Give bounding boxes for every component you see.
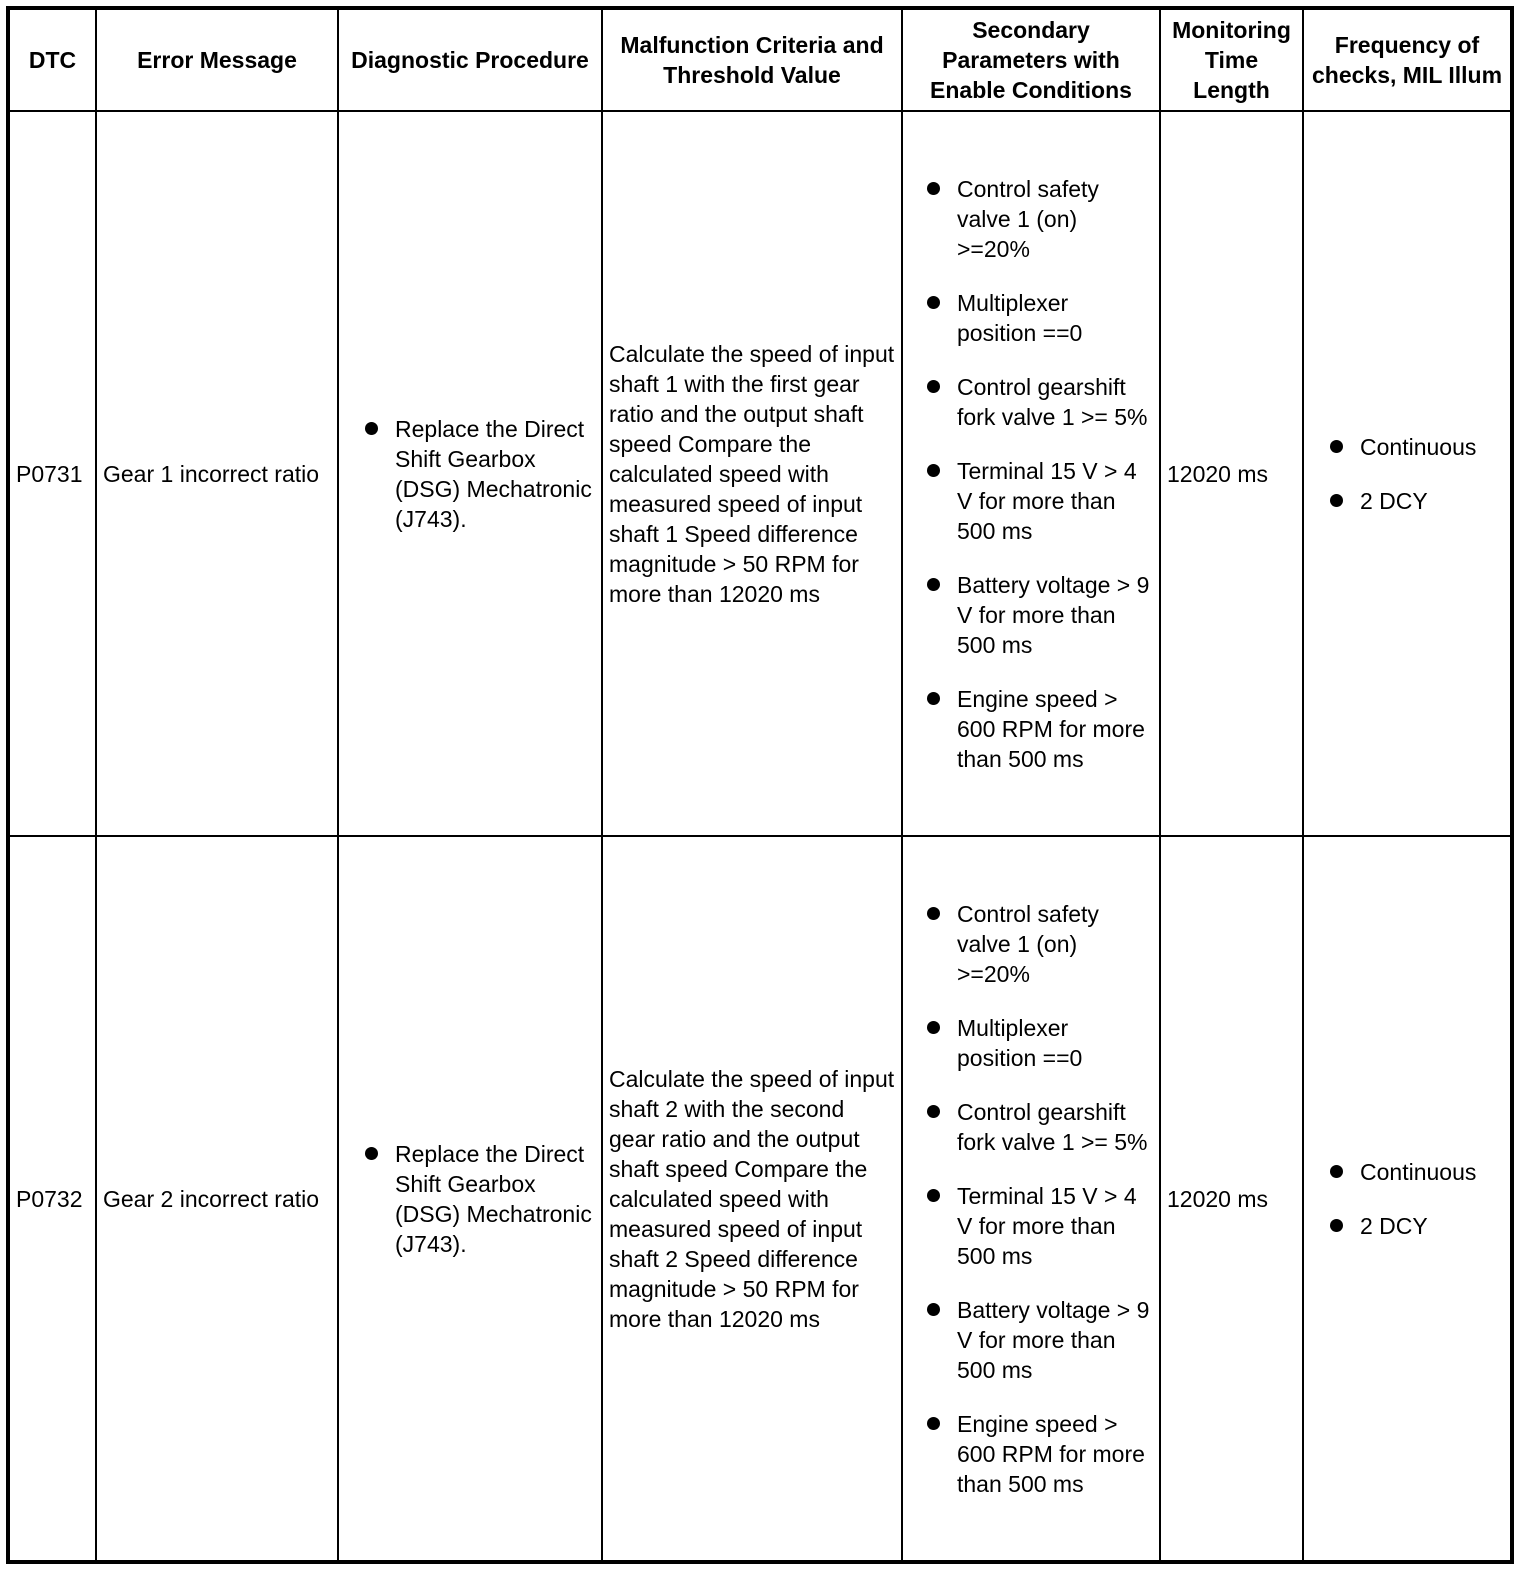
secondary-parameters-cell — [902, 111, 1160, 836]
list-item — [909, 570, 1153, 660]
list-item — [1310, 1157, 1504, 1187]
frequency-text: 2 DCY — [1360, 1212, 1428, 1239]
list-item — [909, 684, 1153, 774]
bullet-icon — [927, 1417, 940, 1430]
frequency-cell — [1303, 836, 1512, 1562]
list-item — [345, 1139, 595, 1259]
list-item — [1310, 432, 1504, 462]
list-item — [909, 456, 1153, 546]
procedure-text: Replace the Direct Shift Gearbox (DSG) Mechatronic (J743). — [395, 1140, 592, 1257]
bullet-icon — [927, 1189, 940, 1202]
frequency-text: Continuous — [1360, 433, 1477, 460]
diagnostic-procedure-cell — [338, 111, 602, 836]
frequency-text: Continuous — [1360, 1158, 1477, 1185]
parameter-text: Battery voltage > 9 V for more than 500 ms — [957, 1296, 1150, 1383]
bullet-icon — [1330, 1165, 1343, 1178]
parameter-text: Control safety valve 1 (on) >=20% — [957, 175, 1099, 262]
parameter-text: Control safety valve 1 (on) >=20% — [957, 900, 1099, 987]
header-malfunction-criteria: Malfunction Criteria and Threshold Value — [602, 8, 902, 111]
header-dtc: DTC — [8, 8, 96, 111]
parameter-text: Multiplexer position ==0 — [957, 1014, 1083, 1071]
bullet-icon — [927, 907, 940, 920]
parameter-text: Control gearshift fork valve 1 >= 5% — [957, 1098, 1148, 1155]
list-item — [909, 1295, 1153, 1385]
bullet-icon — [927, 1303, 940, 1316]
list-item — [1310, 486, 1504, 516]
parameter-text: Engine speed > 600 RPM for more than 500 ms — [957, 1410, 1145, 1497]
bullet-icon — [927, 296, 940, 309]
bullet-icon — [1330, 494, 1343, 507]
frequency-cell — [1303, 111, 1512, 836]
header-secondary-parameters: Secondary Parameters with Enable Conditions — [902, 8, 1160, 111]
bullet-icon — [365, 422, 378, 435]
diagnostic-procedure-cell — [338, 836, 602, 1562]
parameter-text: Engine speed > 600 RPM for more than 500 ms — [957, 685, 1145, 772]
procedure-list — [345, 414, 595, 534]
parameter-text: Control gearshift fork valve 1 >= 5% — [957, 373, 1148, 430]
list-item — [909, 1409, 1153, 1499]
frequency-list — [1310, 1157, 1504, 1241]
procedure-list — [345, 1139, 595, 1259]
bullet-icon — [927, 464, 940, 477]
parameter-text: Terminal 15 V > 4 V for more than 500 ms — [957, 457, 1137, 544]
frequency-text: 2 DCY — [1360, 487, 1428, 514]
parameter-text: Multiplexer position ==0 — [957, 289, 1083, 346]
header-frequency: Frequency of checks, MIL Illum — [1303, 8, 1512, 111]
secondary-parameters-list — [909, 174, 1153, 774]
parameter-text: Battery voltage > 9 V for more than 500 ms — [957, 571, 1150, 658]
malfunction-criteria: Calculate the speed of input shaft 1 with the first gear ratio and the output shaft speed Compare the calculated speed with measured speed of input shaft 1 Speed difference magnitude > 50 RPM for more than 12020 ms — [602, 111, 902, 836]
secondary-parameters-cell — [902, 836, 1160, 1562]
list-item — [909, 288, 1153, 348]
list-item — [909, 1181, 1153, 1271]
bullet-icon — [927, 692, 940, 705]
list-item — [909, 1097, 1153, 1157]
header-row — [8, 8, 1512, 111]
list-item — [909, 1013, 1153, 1073]
header-error-message: Error Message — [96, 8, 338, 111]
monitoring-time: 12020 ms — [1160, 836, 1303, 1562]
parameter-text: Terminal 15 V > 4 V for more than 500 ms — [957, 1182, 1137, 1269]
header-diagnostic-procedure: Diagnostic Procedure — [338, 8, 602, 111]
list-item — [345, 414, 595, 534]
table-row — [8, 836, 1512, 1562]
bullet-icon — [927, 1105, 940, 1118]
bullet-icon — [1330, 1219, 1343, 1232]
dtc-code: P0732 — [8, 836, 96, 1562]
malfunction-criteria: Calculate the speed of input shaft 2 with the second gear ratio and the output shaft speed Compare the calculated speed with measured speed of input shaft 2 Speed difference magnitude > 50 RPM for more than 12020 ms — [602, 836, 902, 1562]
error-message: Gear 1 incorrect ratio — [96, 111, 338, 836]
header-monitoring-time: Monitoring Time Length — [1160, 8, 1303, 111]
list-item — [909, 174, 1153, 264]
bullet-icon — [927, 380, 940, 393]
list-item — [909, 372, 1153, 432]
dtc-table — [6, 6, 1514, 1564]
table-row — [8, 111, 1512, 836]
bullet-icon — [1330, 440, 1343, 453]
error-message: Gear 2 incorrect ratio — [96, 836, 338, 1562]
bullet-icon — [365, 1147, 378, 1160]
secondary-parameters-list — [909, 899, 1153, 1499]
procedure-text: Replace the Direct Shift Gearbox (DSG) Mechatronic (J743). — [395, 415, 592, 532]
bullet-icon — [927, 578, 940, 591]
list-item — [909, 899, 1153, 989]
frequency-list — [1310, 432, 1504, 516]
monitoring-time: 12020 ms — [1160, 111, 1303, 836]
list-item — [1310, 1211, 1504, 1241]
bullet-icon — [927, 1021, 940, 1034]
bullet-icon — [927, 182, 940, 195]
dtc-code: P0731 — [8, 111, 96, 836]
